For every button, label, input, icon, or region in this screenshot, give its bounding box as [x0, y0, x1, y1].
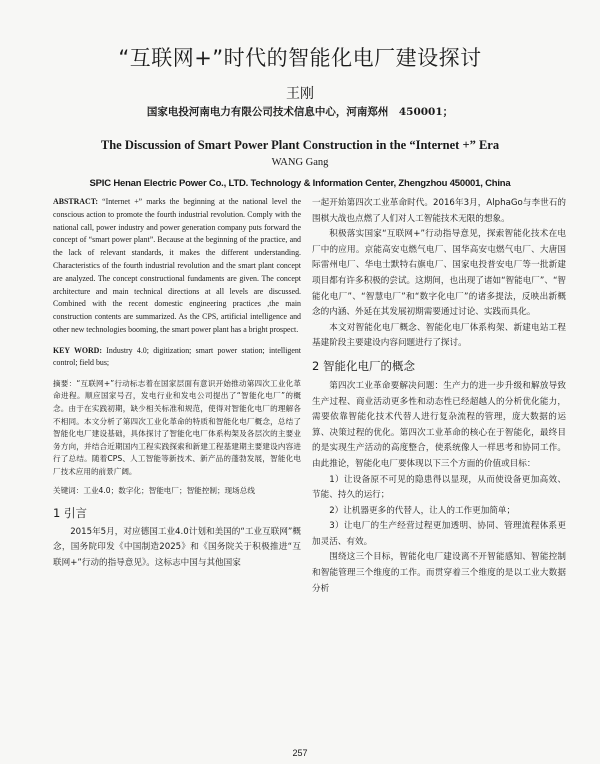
abstract-cn-label: 摘要： [53, 378, 77, 388]
intro-continuation-paragraph: 一起开始第四次工业革命时代。2016年3月，AlphaGo与李世石的围棋大战也点燃了人们对人工智能技术无限的想象。 [312, 198, 566, 224]
keywords-cn-text: 工业4.0；数字化；智能电厂；智能控制；现场总线 [83, 485, 255, 495]
section-2-paragraph-2: 围绕这三个目标，智能化电厂建设离不开智能感知、智能控制和智能管理三个维度的工作。而贯穿着三个维度的是以工业大数据分析 [312, 552, 566, 594]
author-name-cn: 王刚 [286, 86, 314, 102]
affiliation-en: SPIC Henan Electric Power Co., LTD. Technology & Information Center, Zhengzhou 450001, China [89, 178, 511, 189]
right-column [312, 196, 566, 597]
keywords-en-label: KEY WORD: [53, 345, 103, 355]
intro-paragraph-2: 积极落实国家“互联网+”行动指导意见，探索智能化技术在电厂中的应用。京能高安屯燃气电厂、国华高安屯燃气电厂、大唐国际雷州电厂、华电士默特右旗电厂、国家电投普安电厂等一批新建项目都有许多积极的尝试。这期间，也出现了诸如“智能电厂”、“智能化电厂”、“智慧电厂”和“数字化电厂”的诸多提法，反映出新概念的内涵、外延在其发展初期需要通过讨论、实践而具化。 [312, 229, 566, 318]
author-name-en: WANG Gang [271, 157, 329, 168]
section-1-heading: 1 引言 [53, 506, 87, 521]
left-column [53, 196, 301, 571]
keywords-cn [53, 485, 301, 498]
goal-item-1: 1）让设备原不可见的隐患得以显现，从而使设备更加高效、节能、持久的运行； [312, 474, 566, 501]
page-number: 257 [292, 748, 308, 758]
abstract-cn [53, 378, 301, 479]
keywords-en-text: Industry 4.0; digitization; smart power station; intelligent control; field bus; [53, 345, 301, 368]
abstract-en-text: “Internet +” marks the beginning at the national level the conscious action to promote the fourth industrial revolution. Comply with the national call, power industry and power generation company puts forward the concept of “smart power plant”. Because at the beginning of the practice, and the lack of relevant standards, it makes the different understanding. Characteristics of the fourth industrial revolution and the smart plant concept are analyzed. The concept constructional fundaments are given. The concept architecture and main technical directions at all levels are discussed. Combined with the recent domestic engineering practices ,the main construction contents are summarized. As the CPS, artificial intelligence and other new technologies booming, the smart power plant has a bright prospect. [53, 197, 301, 334]
goal-item-2: 2）让机器更多的代替人，让人的工作更加简单； [329, 505, 516, 516]
abstract-en [53, 196, 301, 337]
abstract-en-label: ABSTRACT: [53, 197, 99, 206]
section-2-paragraph: 第四次工业革命要解决问题：生产力的进一步升级和解放导致生产过程、商业活动更多性和动态性已经超越人的分析优化能力，需要依靠智能化技术代替人进行复杂流程的管理，庞大数据的运算、决策过程的优化。第四次工业革命的核心在于智能化，最终目的是实现生产活动的高度整合，使系统像人一样思考和协同工作。由此推论，智能化电厂要体现以下三个方面的价值或目标： [312, 380, 566, 469]
paper-title-en: The Discussion of Smart Power Plant Construction in the “Internet +” Era [100, 138, 500, 152]
affiliation-cn: 国家电投河南电力有限公司技术信息中心，河南郑州 450001； [146, 106, 454, 118]
goal-item-3: 3）让电厂的生产经营过程更加透明、协同、管理流程体系更加灵活、有效。 [312, 521, 566, 547]
abstract-cn-text: “互联网+”行动标志着在国家层面有意识开始推动第四次工业化革命进程。顺应国家号召，发电行业和发电公司提出了“智能化电厂”的概念。由于在实践初期，缺少相关标准和规范，使得对智能化电厂的理解各不相同。本文分析了第四次工业化革命的特质和智能化电厂概念，总结了智能化电厂建设基础，具体探讨了智能化电厂体系构架及各层次的主要业务方向，并结合近期国内工程实践探索和新建工程基建期主要建设内容进行了总结。随着CPS、人工智能等新技术、新产品的蓬勃发展，智能化电厂技术应用的前景广阔。 [53, 378, 301, 476]
keywords-cn-label: 关键词： [53, 485, 84, 495]
intro-paragraph-3: 本文对智能化电厂概念、智能化电厂体系构架、新建电站工程基建阶段主要建设内容问题进行了探讨。 [312, 322, 566, 349]
section-1-paragraph: 2015年5月，对应德国工业4.0计划和美国的“工业互联网”概念，国务院印发《中国制造2025》和《国务院关于积极推进“互联网+”行动的指导意见》。这标志中国与其他国家 [53, 527, 301, 568]
keywords-en [53, 345, 301, 370]
paper-title-cn: “互联网+”时代的智能化电厂建设探讨 [118, 46, 482, 70]
section-2-heading: 2 智能化电厂的概念 [312, 358, 415, 373]
